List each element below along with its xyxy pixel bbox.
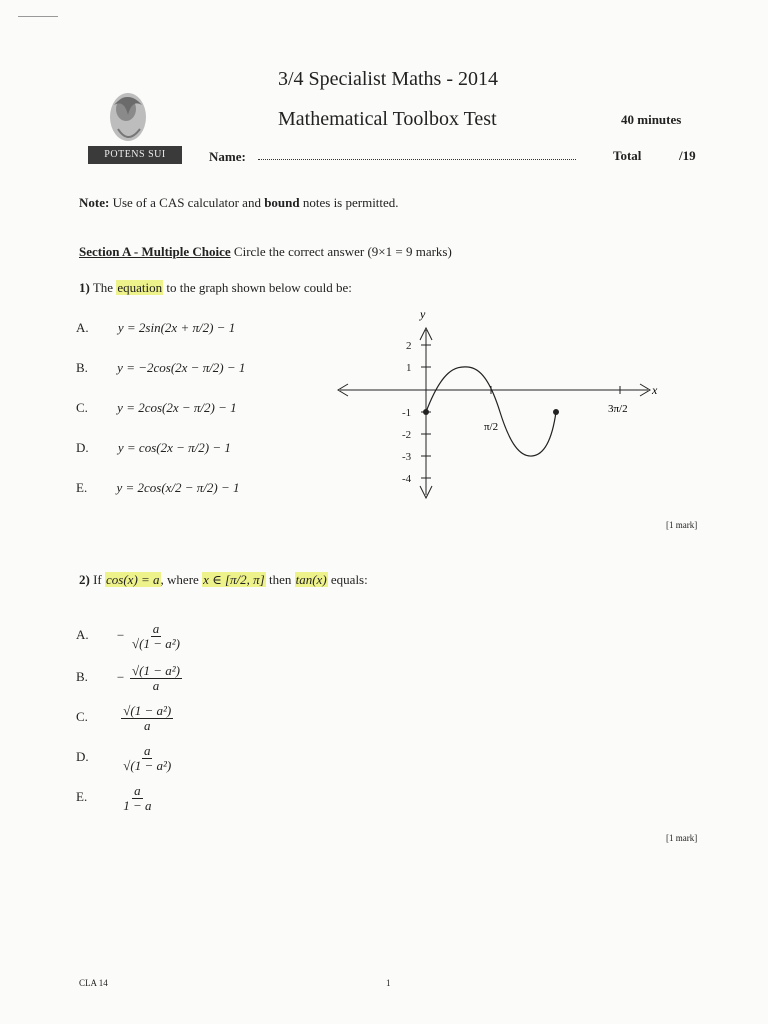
- crest-icon: [88, 85, 184, 147]
- fraction-denominator: 1 − a: [123, 798, 152, 813]
- q2-option-d[interactable]: [76, 744, 175, 773]
- question-1: [79, 280, 352, 296]
- y-tick-1: 1: [406, 362, 412, 374]
- option-sign: −: [116, 669, 125, 685]
- option-fraction: [130, 622, 182, 651]
- q1-option-b[interactable]: [76, 360, 245, 376]
- q2-text-then: then: [265, 572, 295, 587]
- option-fraction: [121, 744, 173, 773]
- q1-option-a[interactable]: [76, 320, 235, 336]
- q2-highlight-tan: tan(x): [295, 572, 327, 587]
- option-sign: −: [116, 627, 125, 643]
- q1-highlight: equation: [117, 280, 163, 295]
- option-letter: C.: [76, 400, 88, 415]
- fraction-numerator: a: [143, 743, 151, 758]
- option-expression: y = 2cos(2x − π/2) − 1: [117, 400, 237, 415]
- q2-text-where: , where: [160, 572, 203, 587]
- q1-option-c[interactable]: [76, 400, 237, 416]
- page-subtitle: Mathematical Toolbox Test: [278, 108, 497, 130]
- q1-graph: [330, 300, 670, 500]
- section-heading-line: [79, 244, 452, 260]
- fraction-numerator: √(1 − a²): [132, 663, 180, 678]
- q2-highlight-cos: cos(x) = a: [106, 572, 160, 587]
- scan-mark: [18, 16, 58, 17]
- option-letter: A.: [76, 320, 89, 335]
- y-tick-neg2: -2: [402, 429, 412, 441]
- option-letter: B.: [76, 360, 88, 375]
- logo-banner: POTENS SUI: [88, 146, 182, 164]
- name-label: Name:: [209, 149, 246, 164]
- option-fraction: [121, 704, 173, 733]
- y-tick-neg4: -4: [402, 473, 412, 485]
- note-label: Note:: [79, 195, 110, 210]
- q2-mark: [1 mark]: [666, 833, 698, 843]
- option-letter: C.: [76, 709, 88, 725]
- y-tick-2: 2: [406, 340, 412, 352]
- option-fraction: [121, 784, 153, 813]
- footer-code: CLA 14: [79, 978, 108, 988]
- q1-number: 1): [79, 280, 90, 295]
- question-2: [79, 572, 368, 588]
- fraction-denominator: a: [152, 678, 160, 693]
- total-value: /19: [679, 148, 696, 163]
- q2-option-b[interactable]: [76, 664, 184, 693]
- option-letter: D.: [76, 749, 89, 765]
- y-tick-neg1: -1: [402, 407, 412, 419]
- option-letter: E.: [76, 789, 88, 805]
- y-tick-neg3: -3: [402, 451, 412, 463]
- total-label: Total: [613, 148, 642, 163]
- q2-text-equals: equals:: [327, 572, 368, 587]
- q2-option-c[interactable]: [76, 704, 175, 733]
- section-marks: (9×1 = 9 marks): [367, 244, 452, 259]
- q1-mark: [1 mark]: [666, 520, 698, 530]
- section-heading: Section A - Multiple Choice: [79, 244, 231, 259]
- test-duration: 40 minutes: [621, 112, 682, 127]
- q2-highlight-interval: x ∈ [π/2, π]: [203, 572, 265, 587]
- graph-curve: [426, 367, 556, 456]
- fraction-numerator: a: [152, 621, 160, 636]
- q2-number: 2): [79, 572, 90, 587]
- fraction-numerator: a: [134, 783, 141, 798]
- q1-text-2: to the graph shown below could be:: [163, 280, 352, 295]
- fraction-denominator: √(1 − a²): [123, 758, 172, 773]
- x-tick-3pi-over-2: 3π/2: [608, 403, 628, 415]
- curve-end-point: [553, 409, 559, 415]
- option-letter: B.: [76, 669, 88, 685]
- note-bold-word: bound: [264, 195, 300, 210]
- q1-option-d[interactable]: [76, 440, 231, 456]
- name-field[interactable]: [258, 153, 576, 160]
- option-letter: D.: [76, 440, 89, 455]
- fraction-denominator: √(1 − a²): [132, 636, 180, 651]
- note-line: [79, 195, 399, 211]
- option-fraction: [130, 664, 182, 693]
- curve-start-point: [423, 409, 429, 415]
- q2-option-a[interactable]: [76, 622, 184, 651]
- section-instruction: Circle the correct answer: [230, 244, 368, 259]
- page-title: 3/4 Specialist Maths - 2014: [278, 68, 498, 90]
- q2-text-if: If: [89, 572, 106, 587]
- option-expression: y = 2cos(x/2 − π/2) − 1: [116, 480, 240, 495]
- fraction-denominator: a: [143, 718, 151, 733]
- option-expression: y = cos(2x − π/2) − 1: [117, 440, 231, 455]
- x-axis-label: x: [652, 383, 658, 397]
- q2-option-e[interactable]: [76, 784, 156, 813]
- q1-text-1: The: [89, 280, 117, 295]
- fraction-numerator: √(1 − a²): [123, 703, 172, 718]
- option-expression: y = −2cos(2x − π/2) − 1: [117, 360, 246, 375]
- note-text-2: notes is permitted.: [299, 195, 399, 210]
- q1-option-e[interactable]: [76, 480, 240, 496]
- x-tick-pi-over-2: π/2: [484, 421, 499, 433]
- page-number: 1: [386, 978, 391, 988]
- y-axis-label: y: [420, 307, 426, 321]
- option-letter: E.: [76, 480, 88, 495]
- option-letter: A.: [76, 627, 89, 643]
- option-expression: y = 2sin(2x + π/2) − 1: [117, 320, 236, 335]
- note-text-1: Use of a CAS calculator and: [109, 195, 265, 210]
